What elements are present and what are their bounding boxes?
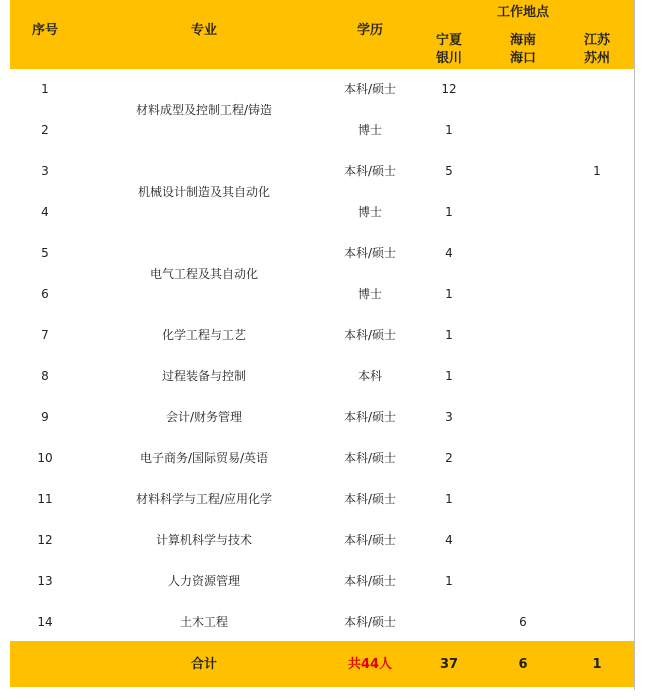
row-degree: 本科/硕士 (343, 82, 397, 96)
row-count-yinchuan: 4 (445, 246, 453, 260)
row-seq: 1 (41, 82, 49, 96)
row-seq: 10 (37, 451, 53, 465)
recruitment-table (10, 0, 634, 687)
row-seq: 4 (41, 205, 49, 219)
row-count-haikou (486, 315, 560, 356)
row-seq: 2 (41, 123, 49, 137)
row-count-haikou (486, 192, 560, 233)
row-count-suzhou (560, 315, 634, 356)
footer-total-suzhou: 1 (592, 656, 602, 672)
row-count-suzhou (560, 438, 634, 479)
footer-label: 合计 (190, 656, 217, 672)
row-count-yinchuan: 2 (445, 451, 453, 465)
major-cell: 材料成型及控制工程/铸造 (135, 103, 273, 117)
row-count-haikou (486, 561, 560, 602)
row-degree: 本科/硕士 (343, 328, 397, 342)
row-count-suzhou: 1 (593, 164, 601, 178)
major-cell: 计算机科学与技术 (155, 533, 252, 547)
header-seq: 序号 (31, 23, 58, 38)
row-seq: 14 (37, 615, 53, 629)
row-seq: 11 (37, 492, 53, 506)
row-degree: 本科/硕士 (343, 164, 397, 178)
row-count-yinchuan: 1 (445, 492, 453, 506)
row-seq: 9 (41, 410, 49, 424)
sheet-right-border (634, 0, 635, 690)
major-cell: 化学工程与工艺 (161, 328, 246, 342)
row-count-haikou (486, 69, 560, 110)
row-count-suzhou (560, 192, 634, 233)
location-city: 银川 (435, 51, 462, 66)
row-count-haikou (486, 438, 560, 479)
header-location-yinchuan (412, 30, 486, 70)
row-count-suzhou (560, 356, 634, 397)
row-degree: 博士 (357, 123, 382, 137)
major-cell: 会计/财务管理 (165, 410, 243, 424)
row-degree: 本科/硕士 (343, 533, 397, 547)
row-degree: 本科/硕士 (343, 451, 397, 465)
row-count-yinchuan: 3 (445, 410, 453, 424)
row-count-haikou (486, 274, 560, 315)
row-count-suzhou (560, 479, 634, 520)
row-seq: 12 (37, 533, 53, 547)
row-count-haikou (486, 356, 560, 397)
row-count-haikou (486, 397, 560, 438)
row-seq: 3 (41, 164, 49, 178)
header-location-suzhou (560, 30, 634, 70)
row-degree: 本科/硕士 (343, 574, 397, 588)
major-cell: 电气工程及其自动化 (149, 267, 258, 281)
row-count-yinchuan: 1 (445, 574, 453, 588)
row-degree: 博士 (357, 205, 382, 219)
row-count-haikou (486, 233, 560, 274)
row-seq: 6 (41, 287, 49, 301)
location-province: 宁夏 (435, 33, 462, 48)
row-degree: 本科/硕士 (343, 492, 397, 506)
row-seq: 8 (41, 369, 49, 383)
row-count-yinchuan: 1 (445, 328, 453, 342)
row-count-suzhou (560, 110, 634, 151)
major-cell: 电子商务/国际贸易/英语 (139, 451, 269, 465)
location-city: 海口 (509, 51, 536, 66)
major-cell: 土木工程 (179, 615, 228, 629)
row-degree: 本科/硕士 (343, 615, 397, 629)
row-count-haikou (486, 110, 560, 151)
major-cell: 人力资源管理 (167, 574, 240, 588)
row-count-yinchuan: 1 (445, 287, 453, 301)
row-seq: 7 (41, 328, 49, 342)
row-degree: 博士 (357, 287, 382, 301)
row-degree: 本科/硕士 (343, 410, 397, 424)
row-count-yinchuan: 1 (445, 369, 453, 383)
header-location-group: 工作地点 (496, 5, 549, 20)
row-seq: 13 (37, 574, 53, 588)
row-count-haikou (486, 479, 560, 520)
row-count-yinchuan (412, 602, 486, 643)
header-degree: 学历 (356, 23, 383, 38)
row-count-suzhou (560, 602, 634, 643)
major-cell: 过程装备与控制 (161, 369, 246, 383)
footer-total-yinchuan: 37 (439, 656, 459, 672)
location-province: 海南 (509, 33, 536, 48)
row-count-suzhou (560, 233, 634, 274)
row-count-yinchuan: 1 (445, 123, 453, 137)
footer-total-haikou: 6 (518, 656, 528, 672)
row-count-yinchuan: 5 (445, 164, 453, 178)
row-count-suzhou (560, 520, 634, 561)
header-major: 专业 (190, 23, 217, 38)
footer-total: 共44人 (347, 656, 393, 672)
row-count-haikou (486, 520, 560, 561)
row-count-haikou (486, 151, 560, 192)
row-degree: 本科/硕士 (343, 246, 397, 260)
row-count-suzhou (560, 69, 634, 110)
header-location-haikou (486, 30, 560, 70)
major-cell: 机械设计制造及其自动化 (137, 185, 270, 199)
row-count-yinchuan: 1 (445, 205, 453, 219)
location-province: 江苏 (583, 33, 610, 48)
row-count-yinchuan: 12 (441, 82, 457, 96)
row-count-haikou: 6 (519, 615, 527, 629)
location-city: 苏州 (583, 51, 610, 66)
row-count-suzhou (560, 397, 634, 438)
major-cell: 材料科学与工程/应用化学 (135, 492, 273, 506)
row-count-yinchuan: 4 (445, 533, 453, 547)
row-degree: 本科 (357, 369, 382, 383)
row-count-suzhou (560, 561, 634, 602)
row-seq: 5 (41, 246, 49, 260)
row-count-suzhou (560, 274, 634, 315)
